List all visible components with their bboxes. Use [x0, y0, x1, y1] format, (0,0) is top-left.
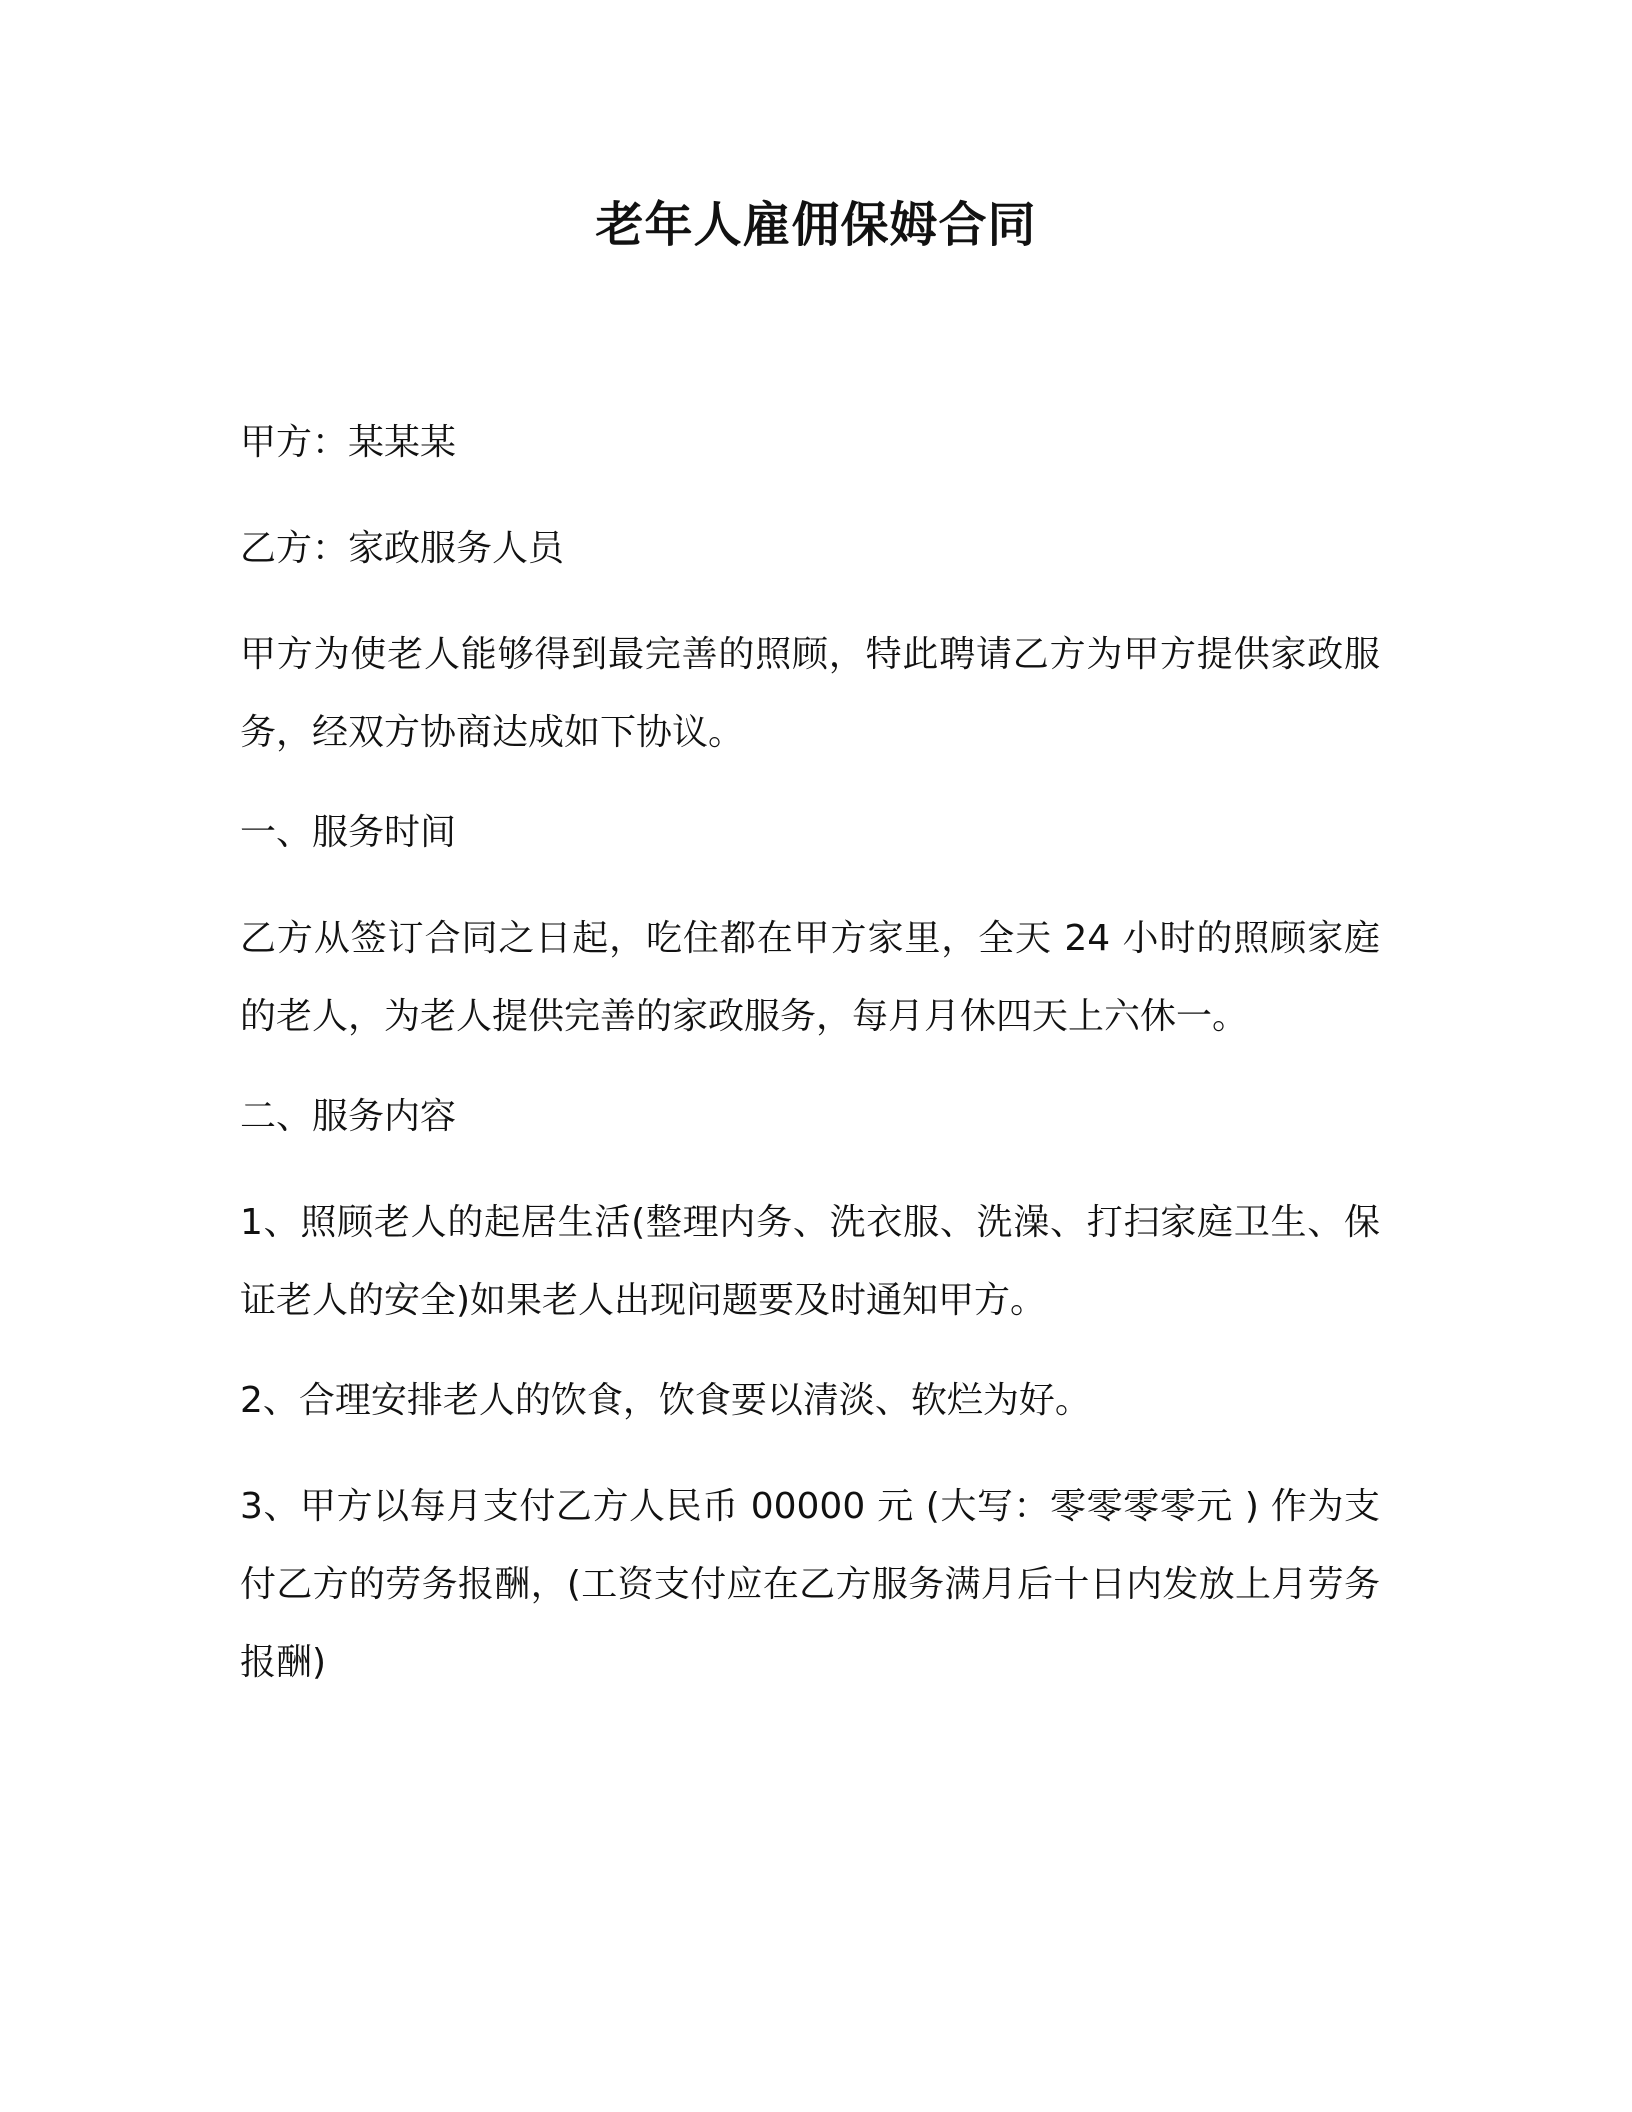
- service-item-2: 2、合理安排老人的饮食，饮食要以清淡、软烂为好。: [240, 1380, 1091, 1421]
- service-time-paragraph: 乙方从签订合同之日起，吃住都在甲方家里，全天 24 小时的照顾家庭的老人，为老人提供完善的家政服务，每月月休四天上六休一。: [240, 918, 1380, 1037]
- service-item-3: 3、甲方以每月支付乙方人民币 00000 元 (大写：零零零零元 ) 作为支付乙方的劳务报酬，(工资支付应在乙方服务满月后十日内发放上月劳务报酬): [240, 1486, 1380, 1683]
- document-title: 老年人雇佣保姆合同: [595, 197, 1037, 253]
- intro-paragraph: 甲方为使老人能够得到最完善的照顾，特此聘请乙方为甲方提供家政服务，经双方协商达成如下协议。: [240, 634, 1380, 753]
- party-a-line: 甲方：某某某: [240, 422, 457, 463]
- party-b-line: 乙方：家政服务人员: [240, 528, 565, 569]
- section-heading-service-content: 二、服务内容: [240, 1096, 457, 1137]
- service-item-1: 1、照顾老人的起居生活(整理内务、洗衣服、洗澡、打扫家庭卫生、保证老人的安全)如果老人出现问题要及时通知甲方。: [240, 1202, 1380, 1321]
- section-heading-service-time: 一、服务时间: [240, 812, 457, 853]
